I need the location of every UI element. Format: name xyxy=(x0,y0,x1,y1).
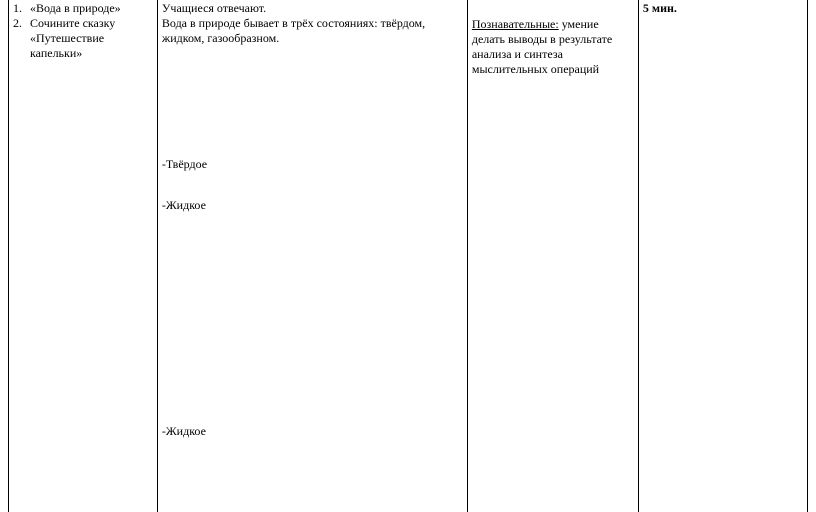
answer-item: -Жидкое xyxy=(161,424,206,438)
student-activity-cell xyxy=(157,0,467,512)
list-item-text: Сочините сказку «Путешествие капельки» xyxy=(30,16,116,60)
time-value: 5 мин. xyxy=(642,1,677,15)
list-item xyxy=(13,16,153,61)
student-activity-intro: Учащиеся отвечают. xyxy=(161,1,267,15)
list-item xyxy=(13,1,153,16)
table-row xyxy=(9,0,808,512)
uud-label: Познавательные: xyxy=(471,17,559,31)
list-item-number: 1. xyxy=(13,1,22,15)
uud-text-block xyxy=(472,17,634,77)
list-item-number: 2. xyxy=(13,16,22,30)
list-item-text: «Вода в природе» xyxy=(30,1,121,15)
answer-item: -Твёрдое xyxy=(161,157,208,171)
lesson-table xyxy=(8,0,808,512)
uud-cell xyxy=(467,0,638,512)
student-activity-statement: Вода в природе бывает в трёх состояниях: твёрдом, жидком, газообразном. xyxy=(161,16,426,45)
task-list xyxy=(13,1,153,61)
answer-item: -Жидкое xyxy=(161,198,206,212)
tasks-cell xyxy=(9,0,158,512)
uud-description: умение делать выводы в результате анализа и синтеза мыслительных операций xyxy=(471,17,613,76)
time-cell xyxy=(638,0,807,512)
